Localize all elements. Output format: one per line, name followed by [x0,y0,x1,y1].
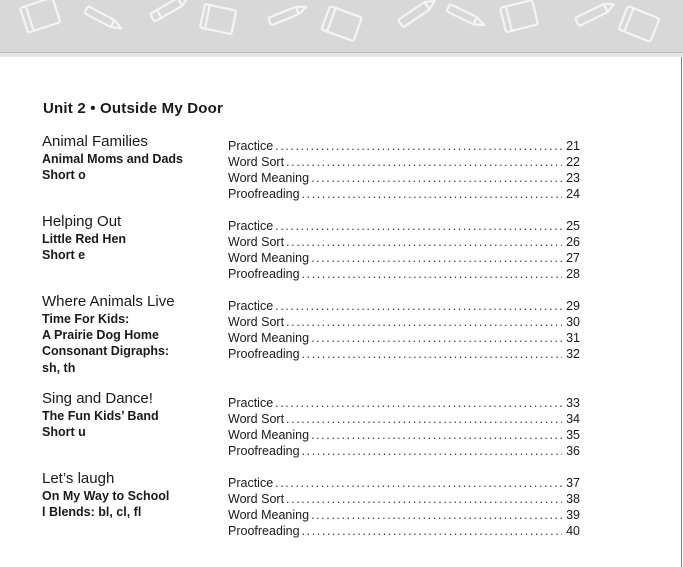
entry-label: Word Sort [228,315,285,329]
activity-list [228,395,580,459]
toc-entry[interactable] [228,507,580,523]
dot-leader [311,250,562,266]
toc-entry[interactable] [228,138,580,154]
entry-label: Word Sort [228,492,285,506]
dot-leader [275,475,562,491]
page-number: 38 [566,492,580,506]
page-number: 37 [566,476,580,490]
dot-leader [286,234,562,250]
page-number: 24 [566,187,580,201]
activity-list [228,218,580,282]
page-number: 22 [566,155,580,169]
toc-entry[interactable] [228,218,580,234]
toc-entry[interactable] [228,395,580,411]
story-subtitle: sh, th [42,360,76,375]
dot-leader [311,330,562,346]
dot-leader [275,395,562,411]
dot-leader [286,491,562,507]
entry-label: Proofreading [228,444,300,458]
entry-label: Proofreading [228,267,300,281]
story-subtitle: On My Way to School [42,489,170,503]
toc-entry[interactable] [228,170,580,186]
entry-label: Word Sort [228,155,285,169]
dot-leader [311,170,562,186]
page-number: 21 [566,139,580,153]
entry-label: Practice [228,476,274,490]
story-subtitle: Consonant Digraphs: [42,344,170,359]
section-heading-block [42,471,222,520]
dot-leader [302,443,562,459]
entry-label: Word Meaning [228,251,310,265]
toc-entry[interactable] [228,186,580,202]
story-subtitle: Little Red Hen [42,232,127,246]
page-number: 33 [566,396,580,410]
story-title: Where Animals Live [42,293,175,310]
toc-entry[interactable] [228,411,580,427]
page-number: 29 [566,299,580,313]
page-number: 30 [566,315,580,329]
entry-label: Proofreading [228,187,300,201]
dot-leader [286,411,562,427]
dot-leader [286,154,562,170]
page-number: 32 [566,347,580,361]
toc-entry[interactable] [228,298,580,314]
section-heading-block [42,214,222,263]
section-heading-block [42,391,222,440]
dot-leader [286,314,562,330]
page-number: 26 [566,235,580,249]
story-title: Let’s laugh [42,470,115,487]
dot-leader [311,507,562,523]
toc-entry[interactable] [228,443,580,459]
entry-label: Proofreading [228,524,300,538]
page-number: 27 [566,251,580,265]
entry-label: Practice [228,139,274,153]
toc-entry[interactable] [228,475,580,491]
story-subtitle: Time For Kids: [42,312,130,326]
page-number: 40 [566,524,580,538]
page-number: 35 [566,428,580,442]
entry-label: Practice [228,299,274,313]
school-supplies-pattern-icon [0,0,683,52]
dot-leader [302,186,562,202]
dot-leader [302,523,562,539]
entry-label: Proofreading [228,347,300,361]
toc-entry[interactable] [228,234,580,250]
dot-leader [275,298,562,314]
story-subtitle: l Blends: bl, cl, fl [42,505,142,520]
page-number: 31 [566,331,580,345]
activity-list [228,475,580,539]
page-number: 39 [566,508,580,522]
toc-entry[interactable] [228,491,580,507]
activity-list [228,138,580,202]
dot-leader [302,266,562,282]
toc-entry[interactable] [228,250,580,266]
toc-entry[interactable] [228,346,580,362]
unit-title: Unit 2 • Outside My Door [43,100,224,117]
toc-entry[interactable] [228,427,580,443]
decorative-banner [0,0,683,53]
story-subtitle: Short u [42,425,86,440]
entry-label: Practice [228,219,274,233]
toc-entry[interactable] [228,154,580,170]
story-subtitle: The Fun Kids’ Band [42,409,159,423]
toc-entry[interactable] [228,330,580,346]
toc-entry[interactable] [228,523,580,539]
entry-label: Word Meaning [228,331,310,345]
dot-leader [311,427,562,443]
story-title: Sing and Dance! [42,390,153,407]
page-number: 36 [566,444,580,458]
entry-label: Word Meaning [228,508,310,522]
entry-label: Word Sort [228,235,285,249]
toc-entry[interactable] [228,314,580,330]
story-subtitle: Animal Moms and Dads [42,152,183,166]
page-number: 28 [566,267,580,281]
section-heading-block [42,294,222,376]
toc-entry[interactable] [228,266,580,282]
activity-list [228,298,580,362]
page-number: 34 [566,412,580,426]
story-subtitle: Short e [42,248,86,263]
page-number: 23 [566,171,580,185]
story-subtitle: A Prairie Dog Home [42,328,159,343]
story-title: Animal Families [42,133,148,150]
story-subtitle: Short o [42,168,86,183]
entry-label: Practice [228,396,274,410]
entry-label: Word Meaning [228,171,310,185]
dot-leader [302,346,562,362]
dot-leader [275,218,562,234]
story-title: Helping Out [42,213,122,230]
entry-label: Word Meaning [228,428,310,442]
page-number: 25 [566,219,580,233]
entry-label: Word Sort [228,412,285,426]
dot-leader [275,138,562,154]
section-heading-block [42,134,222,183]
